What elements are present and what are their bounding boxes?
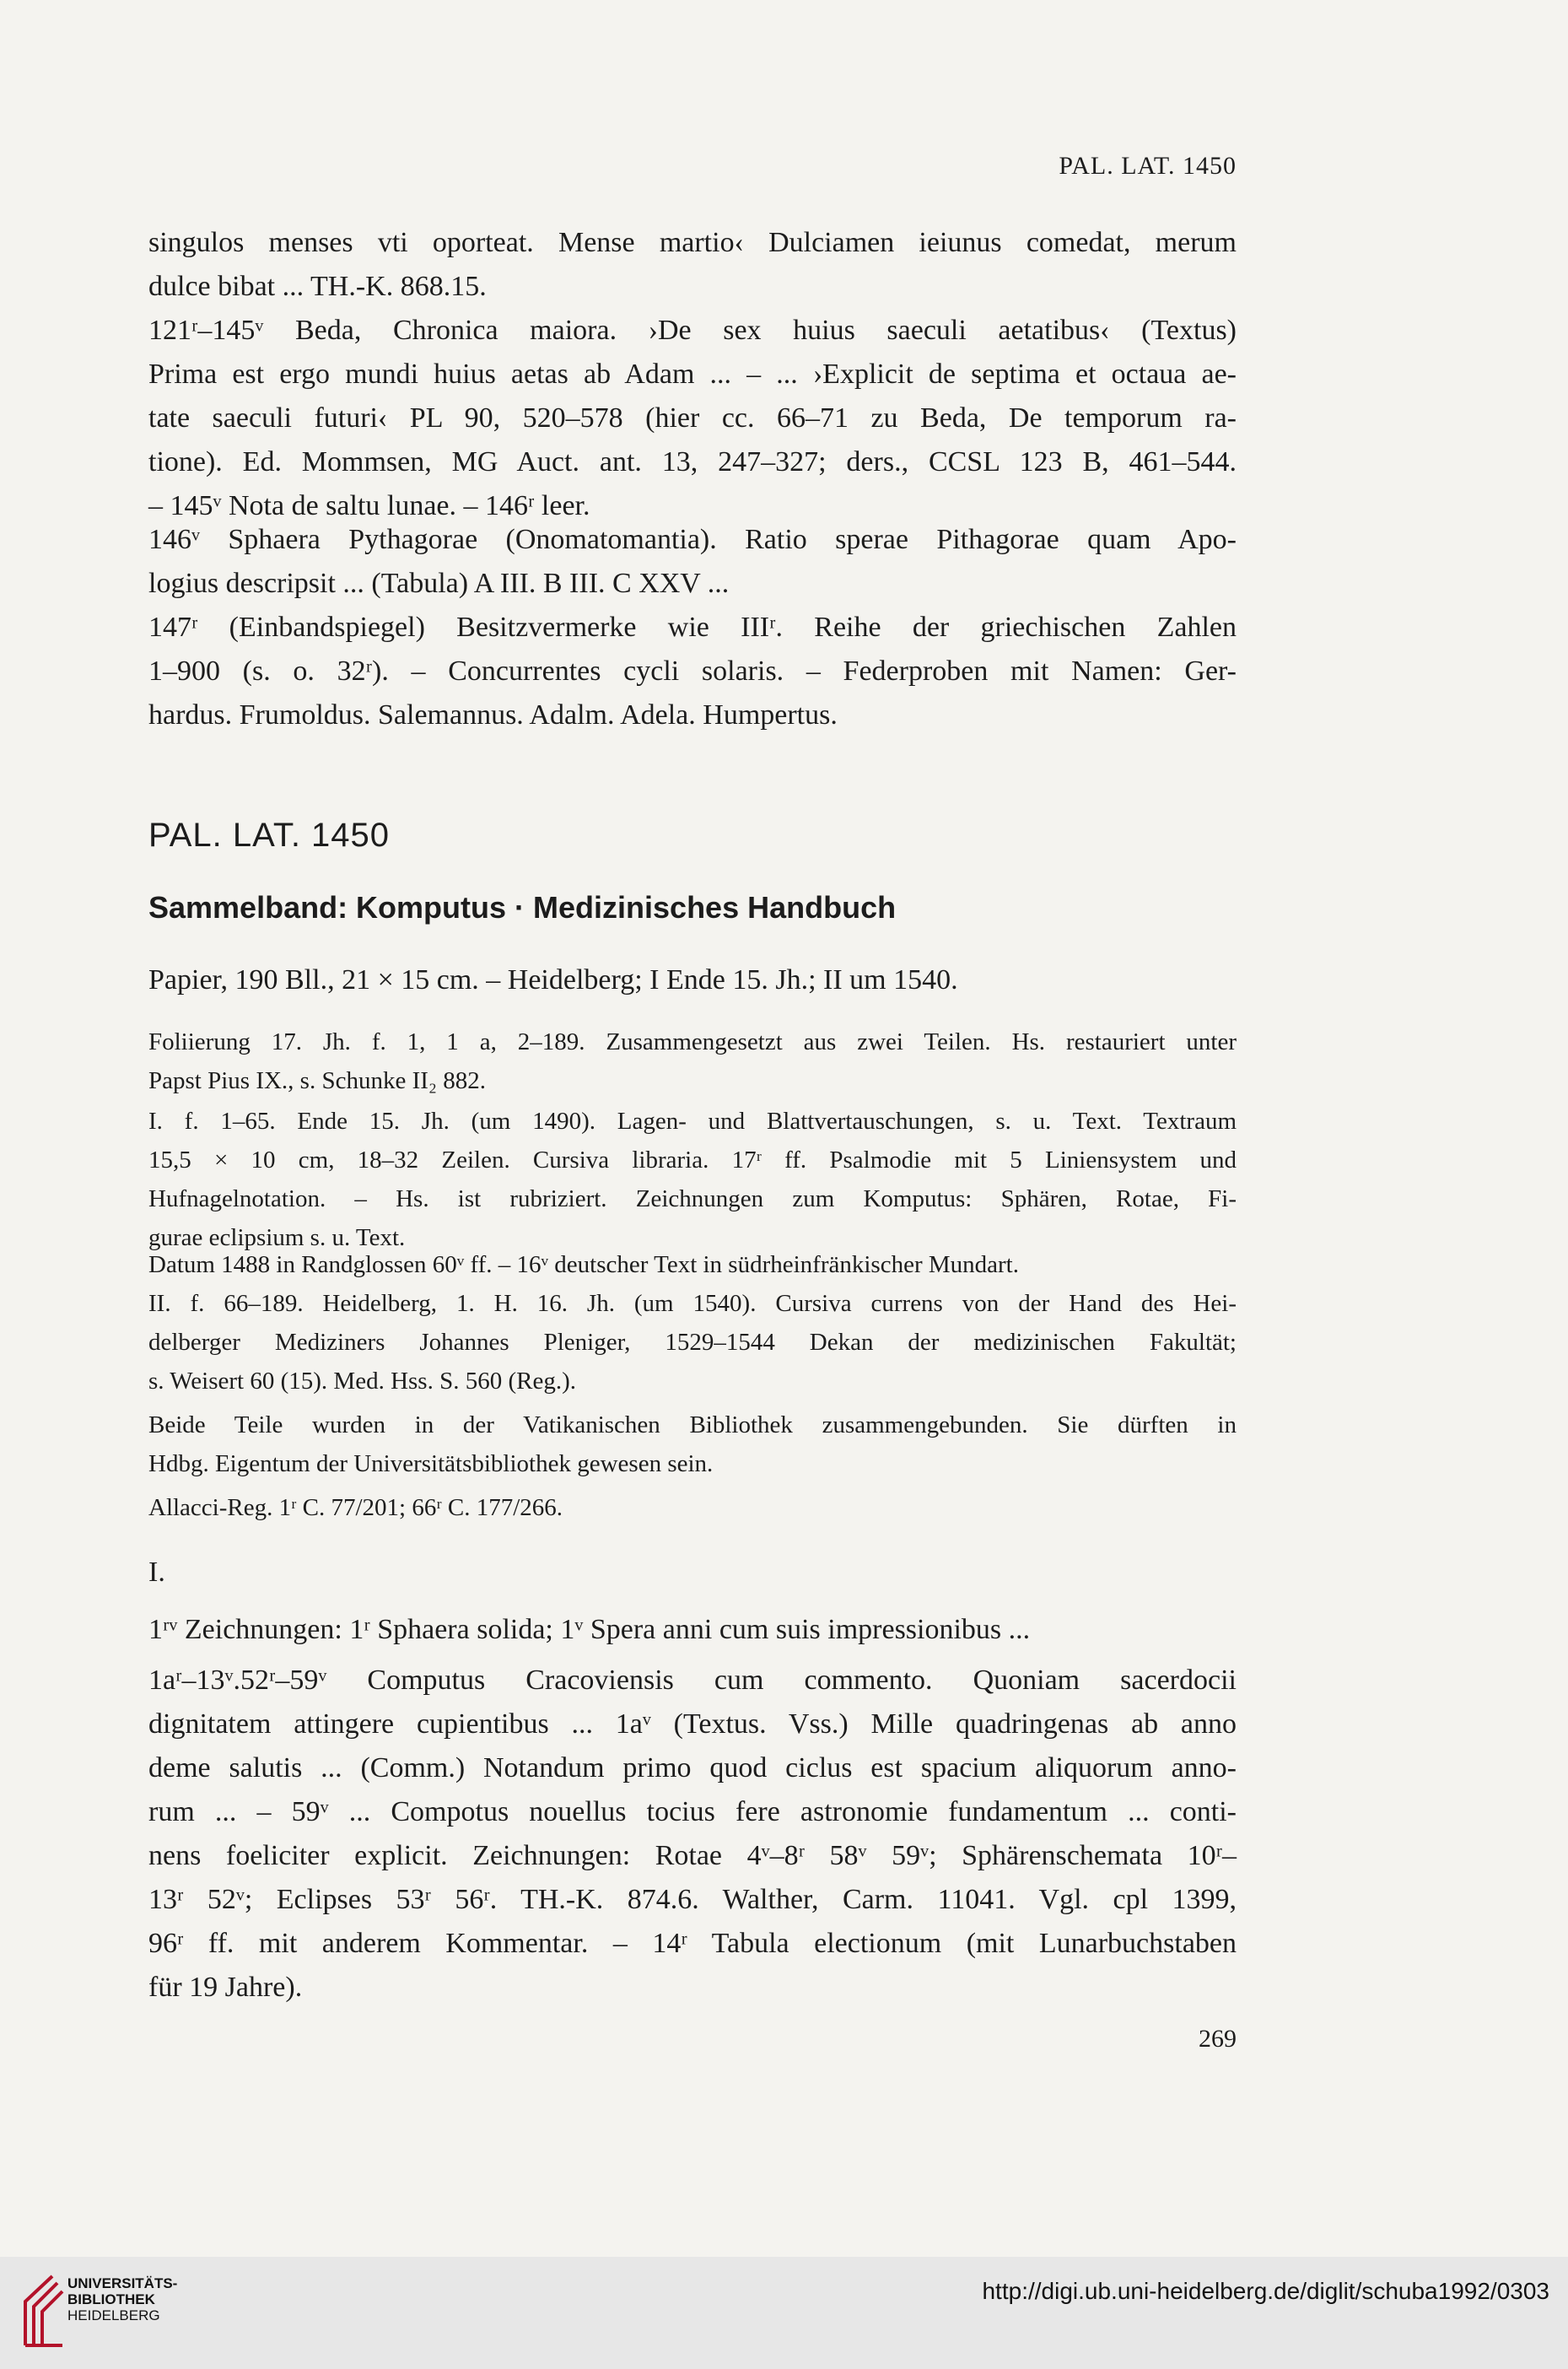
paragraph-147: 147ʳ (Einbandspiegel) Besitzvermerke wie IIIʳ. Reihe der griechischen Zahlen 1–900 (s. o. 32ʳ). – Concurrentes cycli solaris. – Federproben mit Namen: Ger- hardus. Frumoldus. Salemannus. Adalm. Adela. Humpertus. bbox=[148, 612, 1237, 731]
paragraph-teil-2: II. f. 66–189. Heidelberg, 1. H. 16. Jh. (um 1540). Cursiva currens von der Hand des Hei- delberger Mediziners Johannes Pleniger, 1529–1544 Dekan der medizinischen Fakultät; s. Weisert 60 (15). Med. Hss. S. 560 (Reg.). bbox=[148, 1290, 1237, 1395]
paragraph-1a: 1aʳ–13ᵛ.52ʳ–59ᵛ Computus Cracoviensis cum commento. Quoniam sacerdocii dignitatem attingere cupientibus ... 1aᵛ (Textus. Vss.) Mille quadringenas ab anno deme salutis ... (Comm.) Notandum primo quod ciclus est spacium aliquorum anno- rum ... – 59ᵛ ... Compotus nouellus tocius fere astronomie fundamentum ... conti- nens foeliciter explicit. Zeichnungen: Rotae 4ᵛ–8ʳ 58ᵛ 59ᵛ; Sphärenschemata 10ʳ– 13ʳ 52ᵛ; Eclipses 53ʳ 56ʳ. TH.-K. 874.6. Walther, Carm. 11041. Vgl. cpl 1399, 96ʳ ff. mit anderem Kommentar. – 14ʳ Tabula electionum (mit Lunarbuchstaben für 19 Jahre). bbox=[148, 1665, 1237, 2003]
paragraph-146: 146ᵛ Sphaera Pythagorae (Onomatomantia). Ratio sperae Pithagorae quam Apo- logius descripsit ... (Tabula) A III. B III. C XXV ... bbox=[148, 524, 1237, 599]
section-label: I. bbox=[148, 1557, 165, 1588]
paragraph-foliierung: Foliierung 17. Jh. f. 1, 1 a, 2–189. Zusammengesetzt aus zwei Teilen. Hs. restauriert unter Papst Pius IX., s. Schunke II₂ 882. bbox=[148, 1028, 1237, 1094]
library-logo-text: UNIVERSITÄTS- BIBLIOTHEK HEIDELBERG bbox=[67, 2275, 178, 2323]
entry-heading: PAL. LAT. 1450 bbox=[148, 817, 391, 854]
paragraph-singulos: singulos menses vti oporteat. Mense martio‹ Dulciamen ieiunus comedat, merum dulce bibat ... TH.-K. 868.15. bbox=[148, 227, 1237, 302]
paragraph-121: 121ʳ–145ᵛ Beda, Chronica maiora. ›De sex huius saeculi aetatibus‹ (Textus) Prima est ergo mundi huius aetas ab Adam ... – ... ›Explicit de septima et octaua ae- tate saeculi futuri‹ PL 90, 520–578 (hier cc. 66–71 zu Beda, De temporum ra- tione). Ed. Mommsen, MG Auct. ant. 13, 247–327; ders., CCSL 123 B, 461–544. – 145ᵛ Nota de saltu lunae. – 146ʳ leer. bbox=[148, 315, 1237, 521]
paragraph-papier: Papier, 190 Bll., 21 × 15 cm. – Heidelberg; I Ende 15. Jh.; II um 1540. bbox=[148, 964, 958, 996]
footer-bar bbox=[0, 2257, 1568, 2369]
entry-title: Sammelband: Komputus · Medizinisches Handbuch bbox=[148, 890, 897, 925]
running-head: PAL. LAT. 1450 bbox=[1059, 152, 1237, 180]
paragraph-beide: Beide Teile wurden in der Vatikanischen Bibliothek zusammengebunden. Sie dürften in Hdbg. Eigentum der Universitätsbibliothek gewesen sein. bbox=[148, 1411, 1237, 1477]
source-url-link[interactable]: http://digi.ub.uni-heidelberg.de/diglit/schuba1992/0303 bbox=[982, 2278, 1549, 2304]
paragraph-allacci: Allacci-Reg. 1ʳ C. 77/201; 66ʳ C. 177/266. bbox=[148, 1494, 563, 1521]
paragraph-datum: Datum 1488 in Randglossen 60ᵛ ff. – 16ᵛ deutscher Text in südrheinfränkischer Mundart. bbox=[148, 1251, 1019, 1278]
paragraph-teil-1: I. f. 1–65. Ende 15. Jh. (um 1490). Lagen- und Blattvertauschungen, s. u. Text. Textraum 15,5 × 10 cm, 18–32 Zeilen. Cursiva libraria. 17ʳ ff. Psalmodie mit 5 Liniensystem und Hufnagelnotation. – Hs. ist rubriziert. Zeichnungen zum Komputus: Sphären, Rotae, Fi- gurae eclipsium s. u. Text. bbox=[148, 1108, 1237, 1251]
paragraph-1rv: 1ʳᵛ Zeichnungen: 1ʳ Sphaera solida; 1ᵛ Spera anni cum suis impressionibus ... bbox=[148, 1614, 1031, 1645]
page-number: 269 bbox=[1199, 2025, 1237, 2053]
